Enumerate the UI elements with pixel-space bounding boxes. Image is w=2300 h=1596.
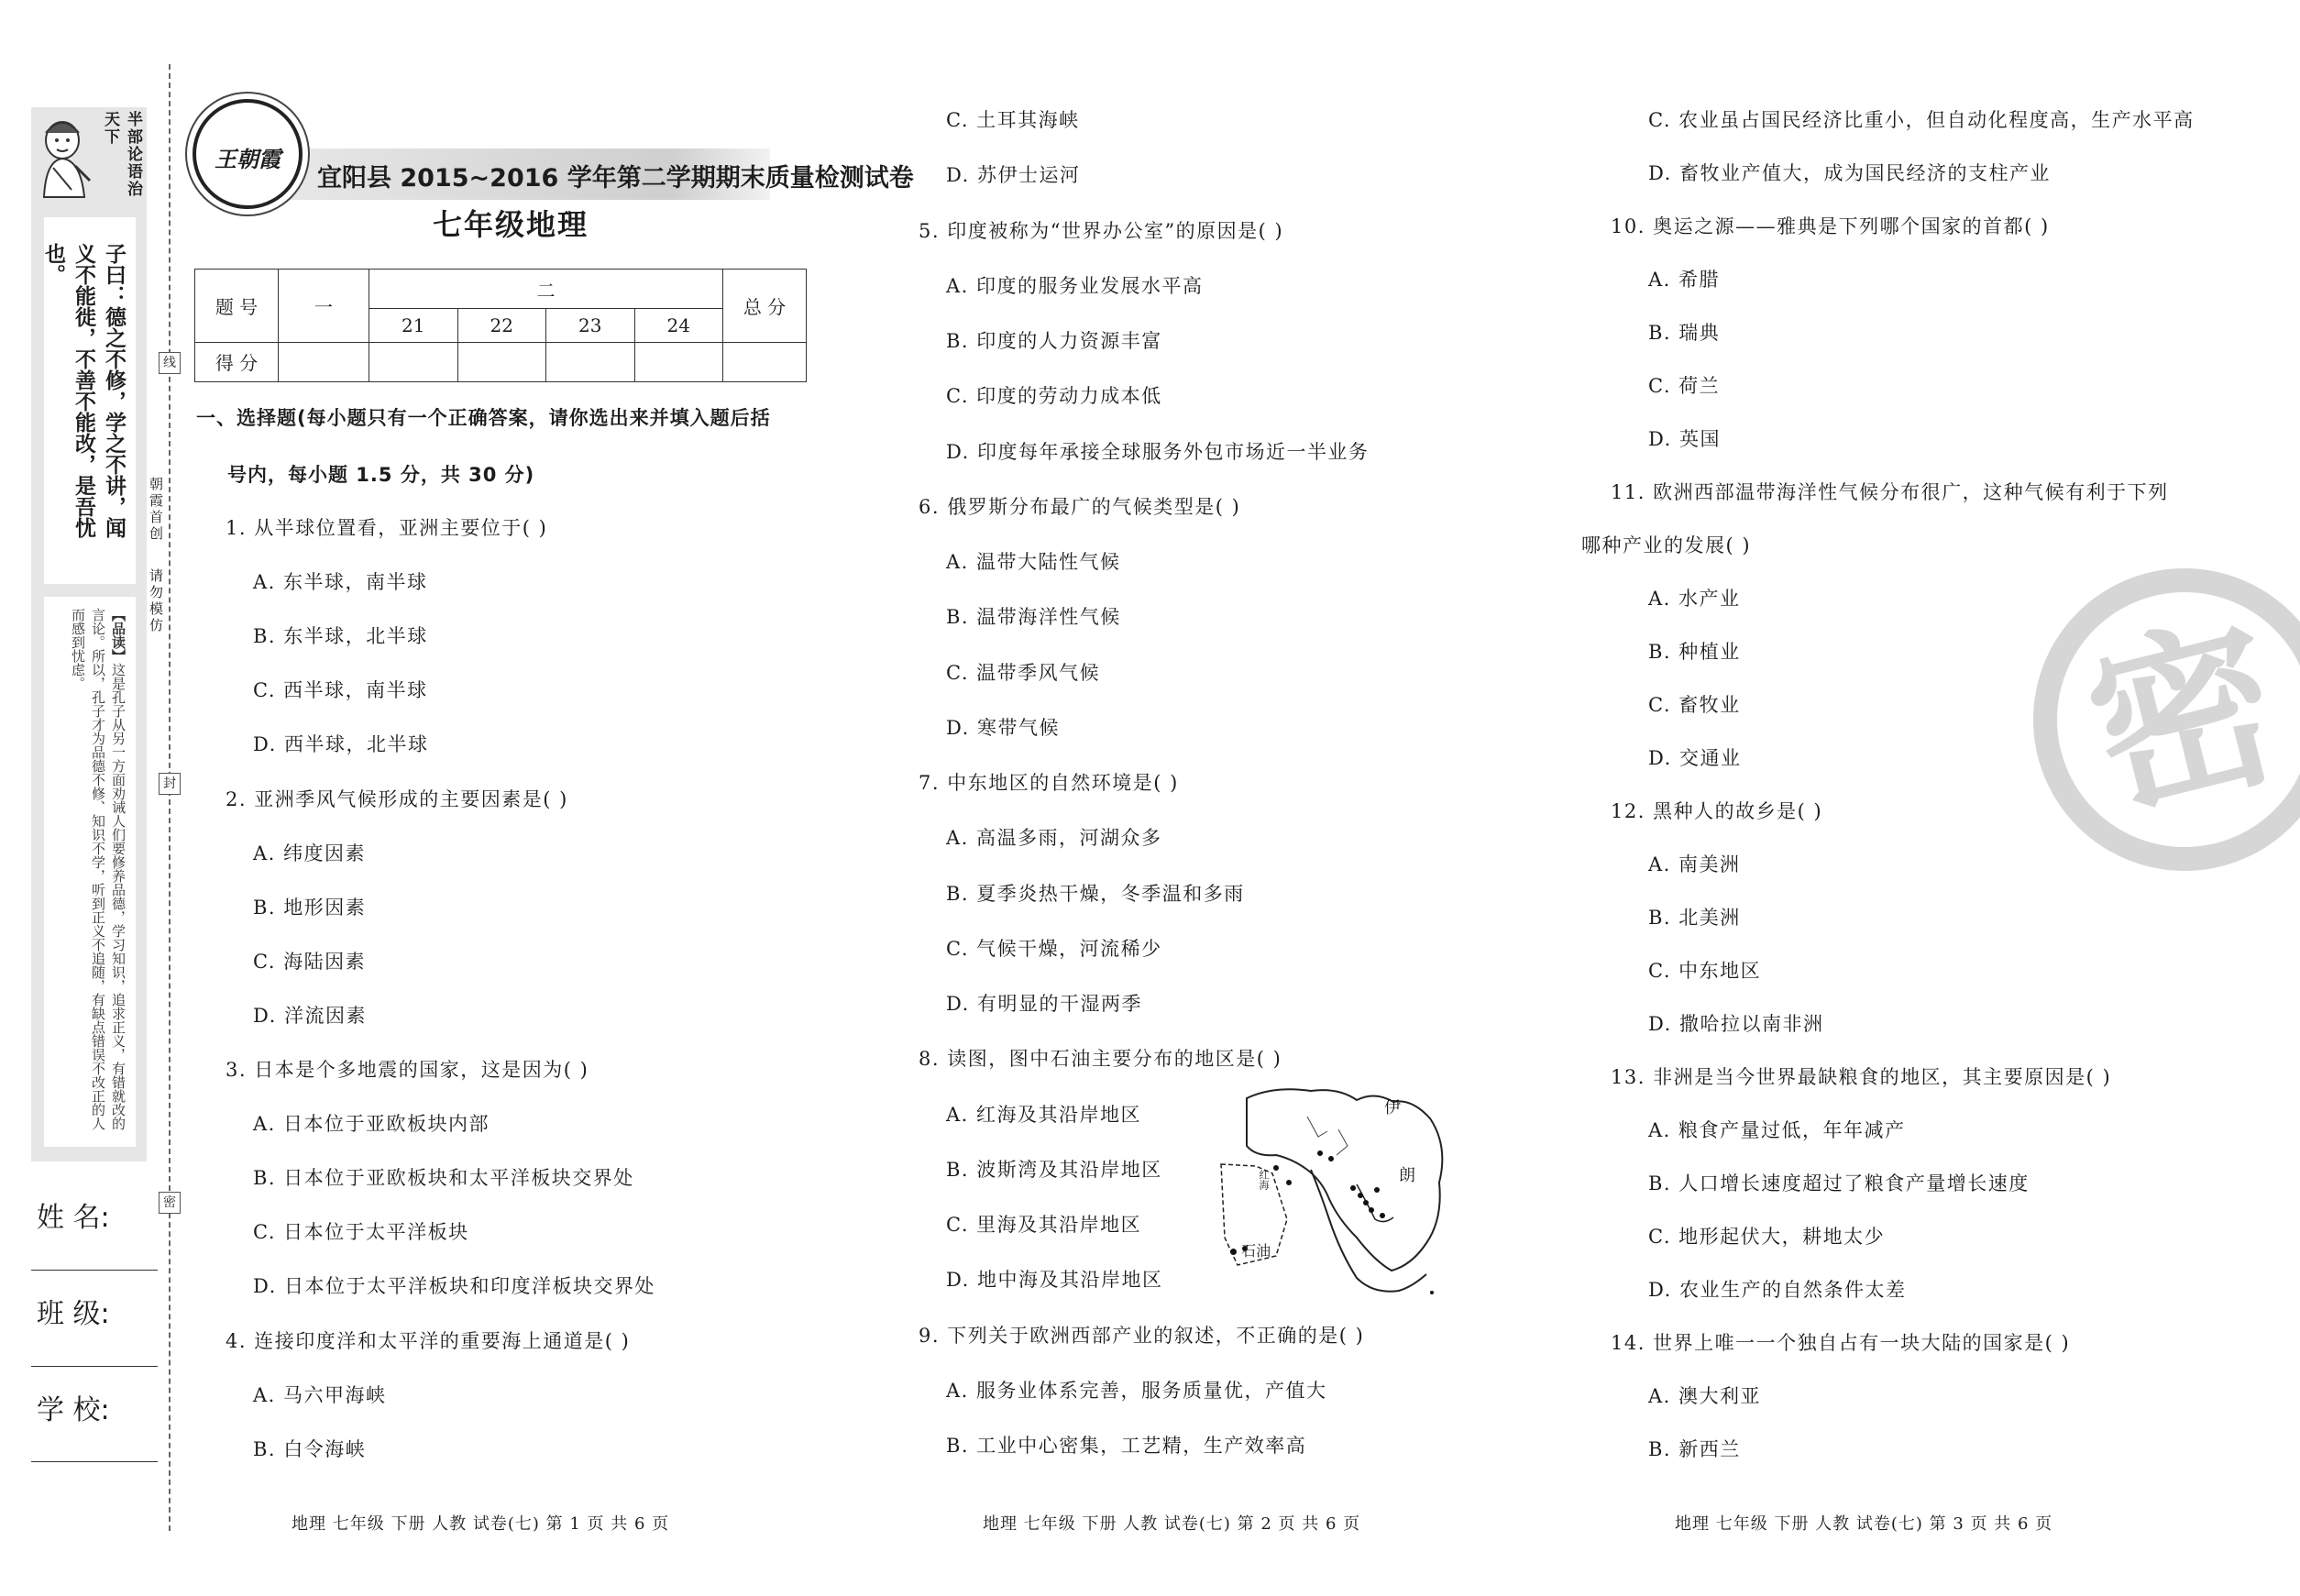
map-label-lang: 朗 xyxy=(1399,1166,1415,1185)
answer-option[interactable]: D. 西半球，北半球 xyxy=(253,733,429,756)
quote-text: 子曰：德之不修，学之不讲，闻义不能徙，不善不能改，是吾忧也。 xyxy=(41,243,126,538)
answer-option[interactable]: C. 海陆因素 xyxy=(253,950,367,973)
score-row-label: 题 号 xyxy=(195,270,279,343)
question-stem: 9. 下列关于欧洲西部产业的叙述，不正确的是( ) xyxy=(919,1324,1365,1347)
footer-page-1: 地理 七年级 下册 人教 试卷(七) 第 1 页 共 6 页 xyxy=(292,1514,670,1534)
question-stem: 7. 中东地区的自然环境是( ) xyxy=(919,772,1179,794)
score-col-21: 21 xyxy=(369,309,458,342)
name-field-label: 姓 名: xyxy=(37,1202,110,1234)
score-cell[interactable] xyxy=(369,342,458,381)
confucius-cartoon-icon xyxy=(35,113,95,201)
secret-stamp xyxy=(2033,568,2300,871)
score-got-label: 得 分 xyxy=(195,342,279,381)
answer-option[interactable]: C. 农业虽占国民经济比重小，但自动化程度高，生产水平高 xyxy=(1648,109,2195,131)
answer-option[interactable]: C. 气候干燥，河流稀少 xyxy=(946,937,1162,960)
score-part-two: 二 xyxy=(369,270,723,309)
copyright-note-1: 朝霞首创 xyxy=(148,477,164,543)
answer-option[interactable]: A. 服务业体系完善，服务质量优，产值大 xyxy=(946,1379,1327,1402)
answer-option[interactable]: C. 地形起伏大，耕地太少 xyxy=(1648,1226,1886,1248)
answer-option[interactable]: C. 畜牧业 xyxy=(1648,694,1741,716)
answer-option[interactable]: D. 印度每年承接全球服务外包市场近一半业务 xyxy=(946,440,1370,463)
middle-east-map xyxy=(1219,1082,1458,1305)
answer-option[interactable]: D. 农业生产的自然条件太差 xyxy=(1648,1279,1907,1301)
answer-option[interactable]: A. 印度的服务业发展水平高 xyxy=(946,274,1204,297)
commentary-box xyxy=(44,597,136,1147)
answer-option[interactable]: A. 温带大陆性气候 xyxy=(946,551,1121,573)
commentary-label: 【品读】 xyxy=(110,608,127,663)
answer-option[interactable]: B. 地形因素 xyxy=(253,896,367,919)
map-legend-label: 石油 xyxy=(1241,1242,1271,1260)
answer-option[interactable]: A. 高温多雨，河湖众多 xyxy=(946,827,1162,850)
answer-option[interactable]: A. 纬度因素 xyxy=(253,842,367,864)
answer-option[interactable]: C. 印度的劳动力成本低 xyxy=(946,385,1162,408)
answer-option[interactable]: D. 寒带气候 xyxy=(946,716,1060,739)
answer-option[interactable]: A. 日本位于亚欧板块内部 xyxy=(253,1113,490,1136)
question-stem: 6. 俄罗斯分布最广的气候类型是( ) xyxy=(919,495,1241,518)
footer-page-3: 地理 七年级 下册 人教 试卷(七) 第 3 页 共 6 页 xyxy=(1675,1514,2053,1534)
answer-option[interactable]: B. 温带海洋性气候 xyxy=(946,606,1121,629)
answer-option[interactable]: B. 印度的人力资源丰富 xyxy=(946,330,1162,352)
answer-option[interactable]: D. 有明显的干湿两季 xyxy=(946,993,1142,1015)
motto-title: 半部论语治天下 xyxy=(101,111,142,198)
name-field-line[interactable] xyxy=(31,1270,158,1271)
answer-option[interactable]: C. 荷兰 xyxy=(1648,375,1721,397)
quote-box xyxy=(41,217,136,584)
question-stem: 11. 欧洲西部温带海洋性气候分布很广，这种气候有利于下列 xyxy=(1611,481,2169,503)
question-stem: 8. 读图，图中石油主要分布的地区是( ) xyxy=(919,1048,1282,1071)
question-stem: 5. 印度被称为“世界办公室”的原因是( ) xyxy=(919,219,1284,242)
left-strip xyxy=(31,107,147,1161)
score-cell[interactable] xyxy=(634,342,723,381)
answer-option[interactable]: D. 撒哈拉以南非洲 xyxy=(1648,1013,1824,1035)
answer-option[interactable]: D. 地中海及其沿岸地区 xyxy=(946,1269,1163,1292)
binding-mark-1: 线 xyxy=(159,352,181,374)
answer-option[interactable]: D. 英国 xyxy=(1648,428,1721,450)
answer-option[interactable]: B. 东半球，北半球 xyxy=(253,625,428,648)
question-stem: 3. 日本是个多地震的国家，这是因为( ) xyxy=(226,1059,589,1081)
question-stem: 2. 亚洲季风气候形成的主要因素是( ) xyxy=(226,787,568,810)
answer-option[interactable]: D. 日本位于太平洋板块和印度洋板块交界处 xyxy=(253,1275,655,1298)
logo-text: 王朝霞 xyxy=(215,146,281,172)
class-field-label: 班 级: xyxy=(37,1298,110,1330)
answer-option[interactable]: B. 日本位于亚欧板块和太平洋板块交界处 xyxy=(253,1167,634,1190)
binding-line xyxy=(169,64,171,1531)
subject-title: 七年级地理 xyxy=(433,207,589,242)
question-stem: 14. 世界上唯一一个独自占有一块大陆的国家是( ) xyxy=(1611,1332,2071,1354)
section-one-heading: 一、选择题(每小题只有一个正确答案，请你选出来并填入题后括 xyxy=(196,407,771,429)
score-col-24: 24 xyxy=(634,309,723,342)
class-field-line[interactable] xyxy=(31,1366,158,1367)
exam-title: 宜阳县 2015~2016 学年第二学期期末质量检测试卷 xyxy=(317,164,914,193)
answer-option[interactable]: C. 西半球，南半球 xyxy=(253,679,428,702)
answer-option[interactable]: D. 苏伊士运河 xyxy=(946,164,1081,187)
map-outline xyxy=(1219,1082,1458,1305)
answer-option[interactable]: C. 日本位于太平洋板块 xyxy=(253,1221,469,1244)
binding-mark-2: 封 xyxy=(159,773,181,795)
score-part-one: 一 xyxy=(279,270,369,343)
question-stem: 12. 黑种人的故乡是( ) xyxy=(1611,800,1823,822)
copyright-note-2: 请勿模仿 xyxy=(148,568,164,634)
binding-mark-3: 密 xyxy=(159,1192,181,1214)
map-label-red-sea: 红海 xyxy=(1258,1170,1270,1190)
answer-option[interactable]: C. 温带季风气候 xyxy=(946,661,1101,684)
answer-option[interactable]: B. 夏季炎热干燥，冬季温和多雨 xyxy=(946,882,1245,905)
answer-option[interactable]: A. 南美洲 xyxy=(1648,853,1741,875)
score-col-22: 22 xyxy=(457,309,546,342)
score-cell[interactable] xyxy=(279,342,369,381)
school-field-line[interactable] xyxy=(31,1461,158,1462)
score-table xyxy=(194,269,807,382)
answer-option[interactable]: D. 畜牧业产值大，成为国民经济的支柱产业 xyxy=(1648,162,2051,184)
answer-option[interactable]: B. 种植业 xyxy=(1648,641,1741,663)
map-label-yi: 伊 xyxy=(1384,1098,1401,1117)
answer-option[interactable]: C. 里海及其沿岸地区 xyxy=(946,1214,1142,1236)
answer-option[interactable]: B. 人口增长速度超过了粮食产量增长速度 xyxy=(1648,1172,2030,1194)
question-stem: 1. 从半球位置看，亚洲主要位于( ) xyxy=(226,517,548,539)
answer-option[interactable]: A. 马六甲海峡 xyxy=(253,1383,387,1406)
answer-option[interactable]: D. 洋流因素 xyxy=(253,1004,367,1027)
answer-option[interactable]: A. 澳大利亚 xyxy=(1648,1385,1762,1407)
school-field-label: 学 校: xyxy=(37,1394,110,1426)
score-col-23: 23 xyxy=(546,309,635,342)
commentary-text: 这是孔子从另一方面劝诫人们要修养品德，学习知识，追求正义，有错就改的言论。所以，孔子才为品德不修、知识不学，听到正义不追随，有缺点错误不改正的人而感到忧虑。 xyxy=(70,608,127,1130)
answer-option[interactable]: C. 中东地区 xyxy=(1648,960,1762,982)
score-cell[interactable] xyxy=(723,342,807,381)
score-cell[interactable] xyxy=(546,342,635,381)
answer-option[interactable]: B. 瑞典 xyxy=(1648,322,1721,344)
answer-option[interactable]: B. 新西兰 xyxy=(1648,1438,1741,1460)
answer-option[interactable]: A. 希腊 xyxy=(1648,269,1721,291)
question-stem: 哪种产业的发展( ) xyxy=(1581,534,1752,556)
answer-option[interactable]: B. 北美洲 xyxy=(1648,907,1741,929)
question-stem: 13. 非洲是当今世界最缺粮食的地区，其主要原因是( ) xyxy=(1611,1066,2112,1088)
answer-option[interactable]: C. 土耳其海峡 xyxy=(946,109,1080,131)
answer-option[interactable]: A. 水产业 xyxy=(1648,588,1741,610)
map-legend-dot-icon xyxy=(1230,1249,1237,1255)
answer-option[interactable]: A. 东半球，南半球 xyxy=(253,571,428,594)
answer-option[interactable]: B. 白令海峡 xyxy=(253,1437,367,1460)
answer-option[interactable]: B. 工业中心密集，工艺精，生产效率高 xyxy=(946,1435,1307,1457)
question-stem: 4. 连接印度洋和太平洋的重要海上通道是( ) xyxy=(226,1329,631,1352)
answer-option[interactable]: B. 波斯湾及其沿岸地区 xyxy=(946,1158,1162,1181)
score-cell[interactable] xyxy=(457,342,546,381)
question-stem: 10. 奥运之源——雅典是下列哪个国家的首都( ) xyxy=(1611,215,2050,237)
logo-badge xyxy=(193,99,303,209)
secret-stamp-text: 密 xyxy=(2069,593,2300,845)
footer-page-2: 地理 七年级 下册 人教 试卷(七) 第 2 页 共 6 页 xyxy=(983,1514,1361,1534)
map-legend xyxy=(1230,1239,1271,1260)
section-one-heading-cont: 号内，每小题 1.5 分，共 30 分) xyxy=(227,464,535,486)
answer-option[interactable]: A. 粮食产量过低，年年减产 xyxy=(1648,1119,1906,1141)
answer-option[interactable]: D. 交通业 xyxy=(1648,747,1742,769)
score-total-label: 总 分 xyxy=(723,270,807,343)
answer-option[interactable]: A. 红海及其沿岸地区 xyxy=(946,1103,1142,1126)
